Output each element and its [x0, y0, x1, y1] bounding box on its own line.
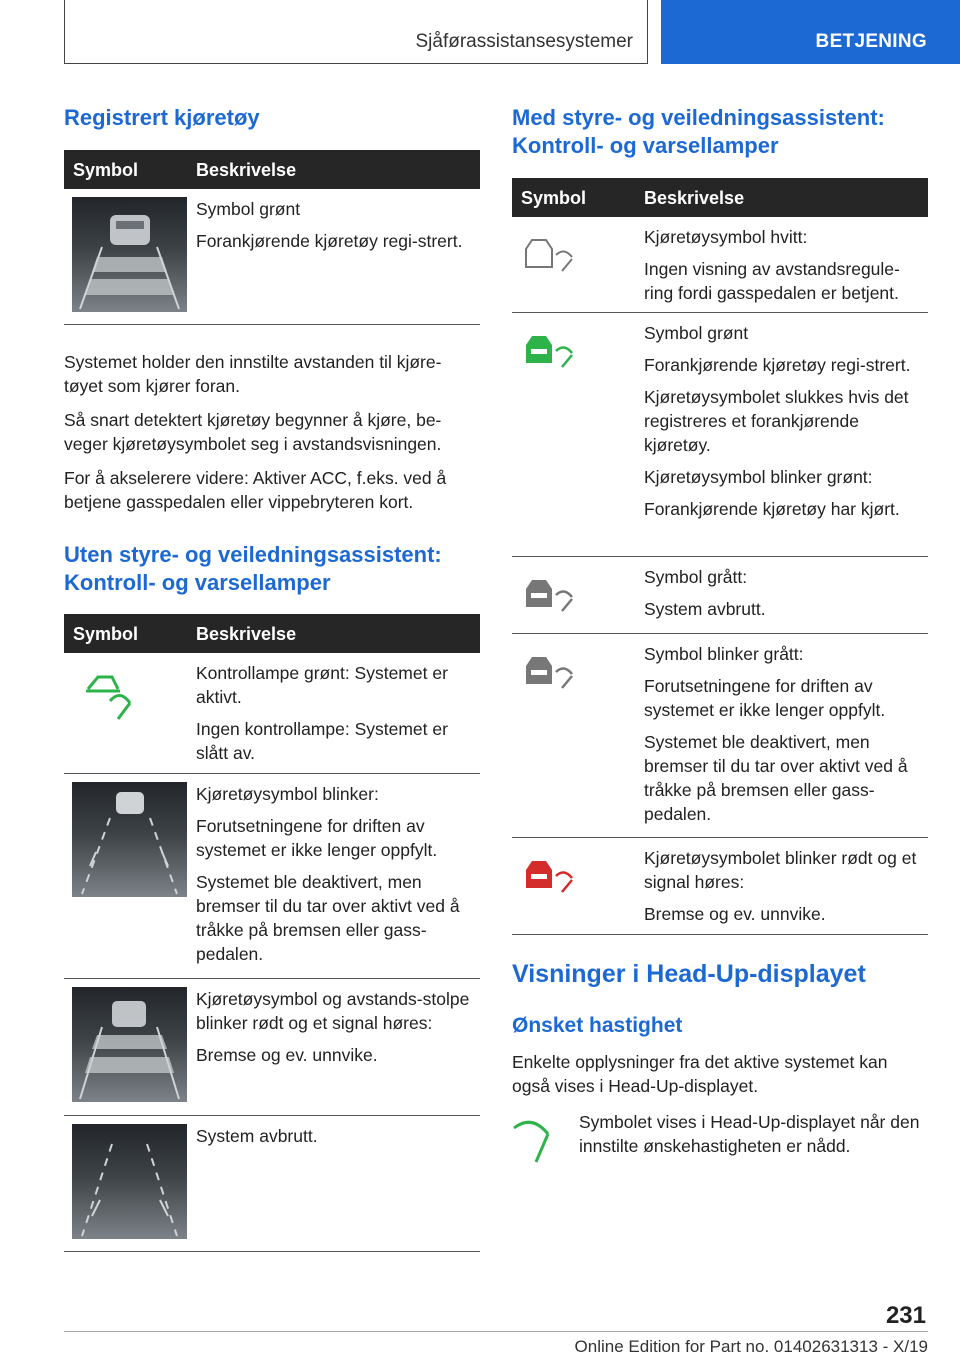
header-section-box: [64, 0, 648, 64]
header-chapter-tab[interactable]: [661, 0, 960, 64]
header-chapter-label: BETJENING: [815, 31, 927, 52]
heading-with-steering: Med styre- og veiledningsassistent: Kontroll- og varsellamper: [512, 105, 885, 158]
heading-desired-speed: Ønsket hastighet: [512, 1014, 683, 1037]
col-description: Beskrivelse: [196, 160, 297, 180]
edition-text: Online Edition for Part no. 01402631313 - X/19: [574, 1337, 928, 1356]
table-row: [512, 838, 928, 935]
desc-line: Kontrollampe grønt: Systemet er aktivt.: [196, 663, 448, 707]
col-symbol: Symbol: [73, 160, 139, 180]
table-row: [64, 1116, 480, 1252]
desc-line: Ingen visning av avstandsregule-ring fordi gasspedalen er betjent.: [644, 259, 900, 303]
desc-line: Symbol grønt: [196, 199, 301, 219]
desc-line: Bremse og ev. unnvike.: [196, 1045, 378, 1065]
col-description: Beskrivelse: [644, 188, 745, 208]
desc-line: Systemet ble deaktivert, men bremser til du tar over aktivt ved å tråkke på bremsen eller gass-pedalen.: [196, 872, 460, 964]
desc-line: Forutsetningene for driften av systemet er ikke lenger oppfylt.: [644, 676, 886, 720]
desc-line: System avbrutt.: [196, 1126, 318, 1146]
desc-line: Systemet ble deaktivert, men bremser til du tar over aktivt ved å tråkke på bremsen eller gass-pedalen.: [644, 732, 908, 824]
table-with-steering: [512, 178, 928, 935]
desc-line: Forankjørende kjøretøy regi-strert.: [196, 231, 463, 251]
desc-line: Kjøretøysymbol blinker grønt:: [644, 467, 873, 487]
acc-display-thumb: [72, 987, 187, 1102]
table-row: [512, 557, 928, 634]
table-registered: [64, 150, 480, 325]
desc-line: Bremse og ev. unnvike.: [644, 904, 826, 924]
page-number: 231: [885, 1302, 926, 1329]
desc-line: Symbol grått:: [644, 567, 748, 587]
desc-line: Forutsetningene for driften av systemet er ikke lenger oppfylt.: [196, 816, 438, 860]
table-header: [64, 614, 480, 653]
table-row: [512, 217, 928, 313]
table-header: [512, 178, 928, 217]
table-without-steering: [64, 614, 480, 1252]
footer-divider: [64, 1331, 928, 1332]
acc-display-thumb: [72, 197, 187, 312]
vehicle-gray-icon: [522, 577, 637, 622]
paragraph: For å akselerere videre: Aktiver ACC, f.eks. ved å betjene gasspedalen eller vippebryteren kort.: [64, 468, 447, 512]
paragraph: Symbolet vises i Head-Up-displayet når den innstilte ønskehastigheten er nådd.: [579, 1112, 920, 1156]
desc-line: Forankjørende kjøretøy regi-strert.: [644, 355, 911, 375]
desc-line: Forankjørende kjøretøy har kjørt.: [644, 499, 900, 519]
desc-line: Kjøretøysymbol blinker:: [196, 784, 379, 804]
table-row: [64, 653, 480, 774]
heading-without-steering: Uten styre- og veiledningsassistent: Kontroll- og varsellamper: [64, 542, 442, 595]
vehicle-gray-blink-icon: [522, 654, 637, 699]
desc-line: Kjøretøysymbolet blinker rødt og et signal høres:: [644, 848, 917, 892]
desc-line: Kjøretøysymbol og avstands-stolpe blinker rødt og et signal høres:: [196, 989, 470, 1033]
col-symbol: Symbol: [73, 624, 139, 644]
table-row: [512, 634, 928, 838]
desc-line: Kjøretøysymbol hvitt:: [644, 227, 808, 247]
table-header: [64, 150, 480, 189]
header-section-title: Sjåførassistansesystemer: [415, 31, 633, 52]
desc-line: System avbrutt.: [644, 599, 766, 619]
hud-speed-icon: [512, 1118, 568, 1173]
paragraph: Systemet holder den innstilte avstanden til kjøre-tøyet som kjører foran.: [64, 352, 442, 396]
vehicle-red-icon: [522, 858, 637, 903]
table-row: [512, 313, 928, 557]
col-description: Beskrivelse: [196, 624, 297, 644]
table-row: [64, 979, 480, 1116]
acc-display-thumb: [72, 782, 187, 897]
desc-line: Kjøretøysymbolet slukkes hvis det registreres et forankjørende kjøretøy.: [644, 387, 909, 455]
col-symbol: Symbol: [521, 188, 587, 208]
desc-line: Symbol grønt: [644, 323, 749, 343]
desc-line: Symbol blinker grått:: [644, 644, 804, 664]
desc-line: Ingen kontrollampe: Systemet er slått av.: [196, 719, 448, 763]
vehicle-green-icon: [522, 333, 637, 378]
heading-registered-vehicle: Registrert kjøretøy: [64, 105, 260, 130]
table-row: [64, 774, 480, 979]
paragraph: Enkelte opplysninger fra det aktive systemet kan også vises i Head-Up-displayet.: [512, 1052, 888, 1096]
vehicle-white-icon: [522, 237, 637, 282]
paragraph: Så snart detektert kjøretøy begynner å kjøre, be-veger kjøretøysymbolet seg i avstandsvisningen.: [64, 410, 442, 454]
acc-green-icon: [84, 675, 199, 728]
acc-display-thumb: [72, 1124, 187, 1239]
table-row: [64, 189, 480, 325]
heading-hud: Visninger i Head-Up-displayet: [512, 960, 866, 988]
